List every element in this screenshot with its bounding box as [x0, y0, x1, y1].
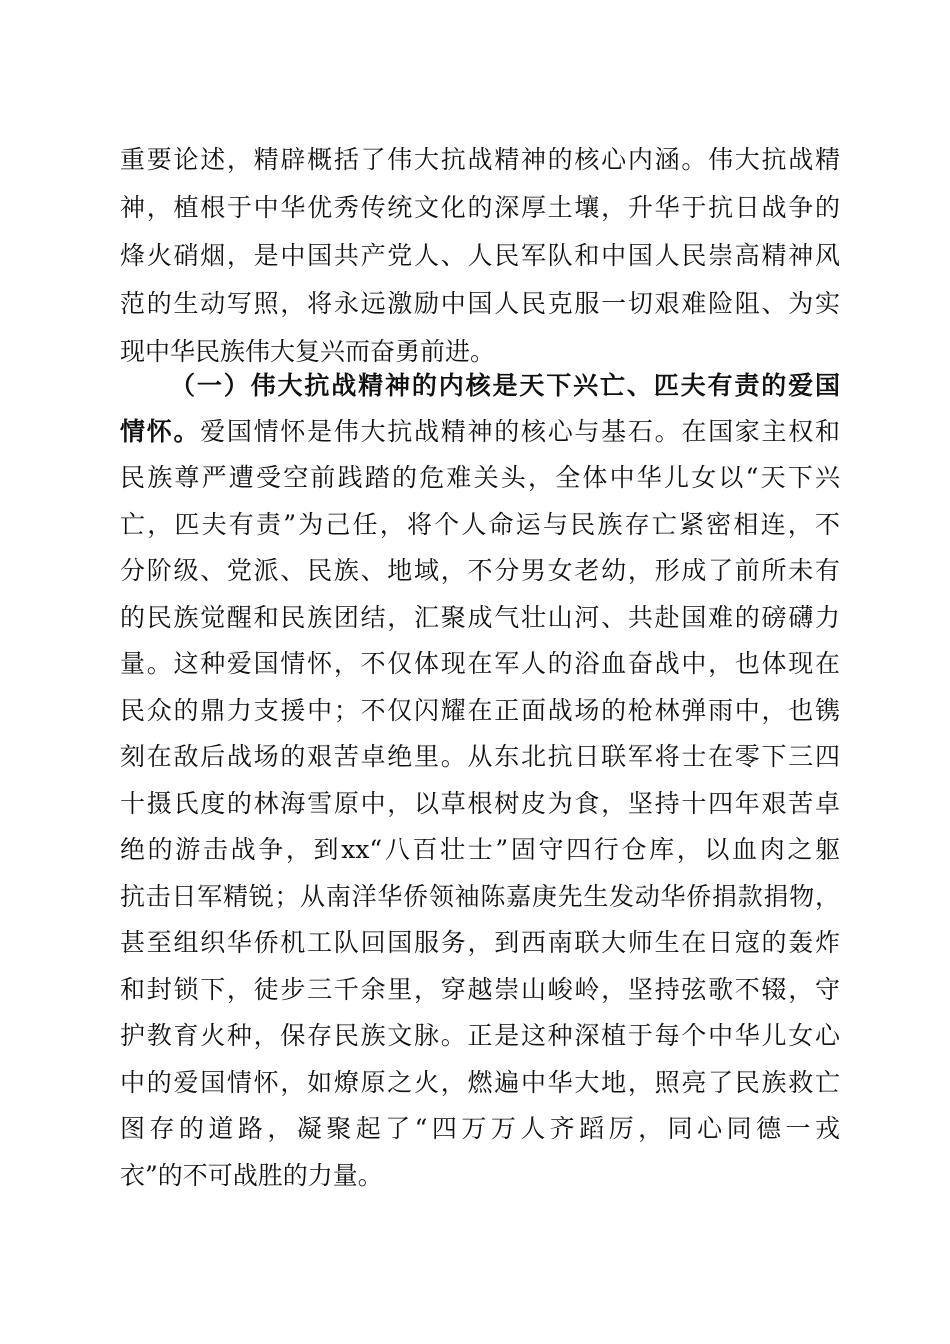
paragraph-2-first-line	[120, 410, 840, 454]
section-heading-end: 情怀。	[120, 417, 201, 446]
paragraph-2-line: 十摄氏度的林海雪原中，以草根树皮为食，坚持十四年艰苦卓	[120, 789, 840, 818]
paragraph-2-line: 抗击日军精锐；从南洋华侨领袖陈嘉庚先生发动华侨捐款捐物，	[120, 882, 840, 911]
paragraph-2-line: 绝的游击战争，到xx“八百壮士”固守四行仓库，以血肉之躯	[120, 835, 840, 864]
paragraph-2-line: 衣”的不可战胜的力量。	[120, 1161, 383, 1190]
paragraph-2-line: 护教育火种，保存民族文脉。正是这种深植于每个中华儿女心	[120, 1021, 840, 1050]
paragraph-2-line: 量。这种爱国情怀，不仅体现在军人的浴血奋战中，也体现在	[120, 649, 840, 678]
paragraph-2-line-rest: 爱国情怀是伟大抗战精神的核心与基石。在国家主权和	[200, 417, 840, 446]
paragraph-2-line: 亡，匹夫有责”为己任，将个人命运与民族存亡紧密相连，不	[120, 510, 840, 539]
section-heading: （一）伟大抗战精神的内核是天下兴亡、匹夫有责的爱国	[170, 371, 840, 400]
paragraph-2-line: 分阶级、党派、民族、地域，不分男女老幼，形成了前所未有	[120, 556, 840, 585]
paragraph-1-line: 重要论述，精辟概括了伟大抗战精神的核心内涵。伟大抗战精	[120, 145, 840, 174]
paragraph-1-line: 范的生动写照，将永远激励中国人民克服一切艰难险阻、为实	[120, 289, 840, 318]
paragraph-2-line: 民众的鼎力支援中；不仅闪耀在正面战场的枪林弹雨中，也镌	[120, 696, 840, 725]
paragraph-2-line: 民族尊严遭受空前践踏的危难关头，全体中华儿女以“天下兴	[120, 463, 840, 492]
paragraph-2-line: 的民族觉醒和民族团结，汇聚成气壮山河、共赴国难的磅礴力	[120, 603, 840, 632]
paragraph-1-line: 神，植根于中华优秀传统文化的深厚土壤，升华于抗日战争的	[120, 193, 840, 222]
paragraph-2-line: 甚至组织华侨机工队回国服务，到西南联大师生在日寇的轰炸	[120, 928, 840, 957]
paragraph-2-line: 中的爱国情怀，如燎原之火，燃遍中华大地，照亮了民族救亡	[120, 1068, 840, 1097]
paragraph-1-line: 烽火硝烟，是中国共产党人、人民军队和中国人民崇高精神风	[120, 241, 840, 270]
paragraph-1-line: 现中华民族伟大复兴而奋勇前进。	[120, 337, 496, 366]
paragraph-2-line: 刻在敌后战场的艰苦卓绝里。从东北抗日联军将士在零下三四	[120, 742, 840, 771]
paragraph-2-line: 和封锁下，徒步三千余里，穿越崇山峻岭，坚持弦歌不辍，守	[120, 975, 840, 1004]
paragraph-2-line: 图存的道路，凝聚起了“四万万人齐蹈厉，同心同德一戎	[120, 1114, 840, 1143]
